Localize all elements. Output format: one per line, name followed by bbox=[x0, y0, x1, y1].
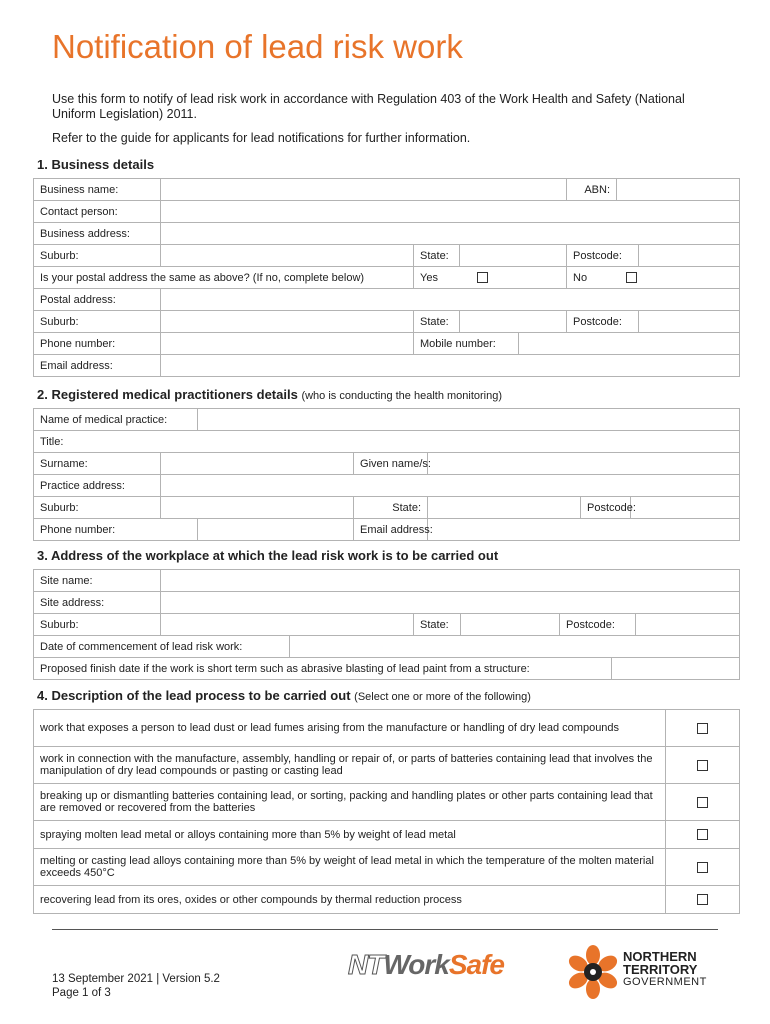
state-input[interactable] bbox=[460, 245, 567, 267]
practice-suburb-label: Suburb: bbox=[34, 497, 161, 519]
contact-person-input[interactable] bbox=[161, 201, 740, 223]
practice-email-input[interactable] bbox=[428, 519, 740, 541]
section-3-heading: 3. Address of the workplace at which the lead risk work is to be carried out bbox=[37, 548, 499, 563]
intro-guide-text: Refer to the guide for applicants for lead notifications for further information. bbox=[52, 131, 471, 145]
medical-practitioner-table bbox=[33, 408, 740, 541]
footer-page-number: Page 1 of 3 bbox=[52, 987, 111, 999]
finish-date-label: Proposed finish date if the work is short term such as abrasive blasting of lead paint from a structure: bbox=[34, 658, 612, 680]
workplace-address-table bbox=[33, 569, 740, 680]
surname-label: Surname: bbox=[34, 453, 161, 475]
practice-name-input[interactable] bbox=[198, 409, 740, 431]
surname-input[interactable] bbox=[161, 453, 354, 475]
postcode-input[interactable] bbox=[639, 245, 740, 267]
business-address-input[interactable] bbox=[161, 223, 740, 245]
practice-address-label: Practice address: bbox=[34, 475, 161, 497]
suburb-label: Suburb: bbox=[34, 245, 161, 267]
commencement-input[interactable] bbox=[290, 636, 740, 658]
postal-state-label: State: bbox=[414, 311, 460, 333]
business-name-input[interactable] bbox=[161, 179, 567, 201]
business-details-table bbox=[33, 178, 740, 377]
postal-suburb-label: Suburb: bbox=[34, 311, 161, 333]
lead-process-checkbox[interactable] bbox=[697, 894, 708, 905]
practice-state-input[interactable] bbox=[428, 497, 581, 519]
email-input[interactable] bbox=[161, 355, 740, 377]
given-names-label: Given name/s: bbox=[354, 453, 428, 475]
practice-address-input[interactable] bbox=[161, 475, 740, 497]
nt-worksafe-logo: NTWorkSafe bbox=[348, 949, 504, 980]
lead-process-item: spraying molten lead metal or alloys containing more than 5% by weight of lead metal bbox=[34, 821, 666, 849]
nt-government-emblem-icon bbox=[565, 944, 621, 1000]
mobile-input[interactable] bbox=[519, 333, 740, 355]
site-postcode-input[interactable] bbox=[636, 614, 740, 636]
practice-suburb-input[interactable] bbox=[161, 497, 354, 519]
site-suburb-input[interactable] bbox=[161, 614, 414, 636]
postal-address-input[interactable] bbox=[161, 289, 740, 311]
footer-date-version: 13 September 2021 | Version 5.2 bbox=[52, 973, 220, 985]
postal-same-question: Is your postal address the same as above? (If no, complete below) bbox=[34, 267, 414, 289]
intro-text: Use this form to notify of lead risk work in accordance with Regulation 403 of the Work Health and Safety (National Uniform Legislation) 2011. bbox=[52, 92, 685, 121]
business-address-label: Business address: bbox=[34, 223, 161, 245]
site-state-label: State: bbox=[414, 614, 461, 636]
postal-state-input[interactable] bbox=[460, 311, 567, 333]
business-name-label: Business name: bbox=[34, 179, 161, 201]
practice-email-label: Email address: bbox=[354, 519, 428, 541]
practice-phone-label: Phone number: bbox=[34, 519, 198, 541]
section-2-heading bbox=[37, 387, 502, 402]
lead-process-checkbox[interactable] bbox=[697, 760, 708, 771]
lead-process-item: work in connection with the manufacture, assembly, handling or repair of, or parts of batteries containing lead that involves the manipulation of dry lead compounds or pasting or casting lead bbox=[34, 747, 666, 784]
lead-process-item: work that exposes a person to lead dust or lead fumes arising from the manufacture or handling of dry lead compounds bbox=[34, 710, 666, 747]
section-4-title: 4. Description of the lead process to be carried out bbox=[37, 688, 351, 703]
site-address-label: Site address: bbox=[34, 592, 161, 614]
postal-suburb-input[interactable] bbox=[161, 311, 414, 333]
state-label: State: bbox=[414, 245, 460, 267]
site-state-input[interactable] bbox=[461, 614, 560, 636]
nt-government-wordmark: NORTHERN TERRITORY GOVERNMENT bbox=[623, 949, 707, 988]
postal-postcode-input[interactable] bbox=[639, 311, 740, 333]
lead-process-checkbox[interactable] bbox=[697, 862, 708, 873]
section-4-heading bbox=[37, 688, 531, 703]
postal-postcode-label: Postcode: bbox=[567, 311, 639, 333]
lead-process-item: melting or casting lead alloys containing more than 5% by weight of lead metal in which the temperature of the molten material exceeds 450°C bbox=[34, 849, 666, 886]
mobile-label: Mobile number: bbox=[414, 333, 519, 355]
given-names-input[interactable] bbox=[428, 453, 740, 475]
practice-phone-input[interactable] bbox=[198, 519, 354, 541]
abn-input[interactable] bbox=[617, 179, 740, 201]
practice-postcode-input[interactable] bbox=[631, 497, 740, 519]
site-postcode-label: Postcode: bbox=[560, 614, 636, 636]
title-field[interactable] bbox=[34, 431, 740, 453]
yes-label: Yes bbox=[420, 271, 438, 284]
postal-same-no bbox=[567, 267, 740, 289]
yes-checkbox[interactable] bbox=[477, 272, 488, 283]
site-address-input[interactable] bbox=[161, 592, 740, 614]
site-suburb-label: Suburb: bbox=[34, 614, 161, 636]
section-2-title: 2. Registered medical practitioners details bbox=[37, 387, 298, 402]
no-checkbox[interactable] bbox=[626, 272, 637, 283]
phone-label: Phone number: bbox=[34, 333, 161, 355]
practice-name-label: Name of medical practice: bbox=[34, 409, 198, 431]
commencement-label: Date of commencement of lead risk work: bbox=[34, 636, 290, 658]
page-title: Notification of lead risk work bbox=[52, 28, 463, 65]
practice-postcode-label: Postcode: bbox=[581, 497, 631, 519]
footer-divider bbox=[52, 929, 718, 930]
lead-process-item: breaking up or dismantling batteries containing lead, or sorting, packing and handling plates or other parts containing lead that are removed or recovered from the batteries bbox=[34, 784, 666, 821]
postal-address-label: Postal address: bbox=[34, 289, 161, 311]
practice-state-label: State: bbox=[354, 497, 428, 519]
site-name-input[interactable] bbox=[161, 570, 740, 592]
lead-process-checkbox[interactable] bbox=[697, 829, 708, 840]
suburb-input[interactable] bbox=[161, 245, 414, 267]
finish-date-input[interactable] bbox=[612, 658, 740, 680]
phone-input[interactable] bbox=[161, 333, 414, 355]
no-label: No bbox=[573, 271, 588, 284]
site-name-label: Site name: bbox=[34, 570, 161, 592]
lead-process-checkbox[interactable] bbox=[697, 797, 708, 808]
section-1-heading: 1. Business details bbox=[37, 157, 155, 172]
title-label: Title: bbox=[40, 435, 64, 448]
section-4-note: (Select one or more of the following) bbox=[354, 691, 531, 703]
postcode-label: Postcode: bbox=[567, 245, 639, 267]
lead-process-item: recovering lead from its ores, oxides or other compounds by thermal reduction process bbox=[34, 886, 666, 914]
lead-process-checkbox[interactable] bbox=[697, 723, 708, 734]
contact-person-label: Contact person: bbox=[34, 201, 161, 223]
postal-same-yes bbox=[414, 267, 567, 289]
email-label: Email address: bbox=[34, 355, 161, 377]
abn-label: ABN: bbox=[567, 179, 617, 201]
section-2-note: (who is conducting the health monitoring) bbox=[301, 390, 503, 402]
lead-process-table bbox=[33, 709, 740, 914]
